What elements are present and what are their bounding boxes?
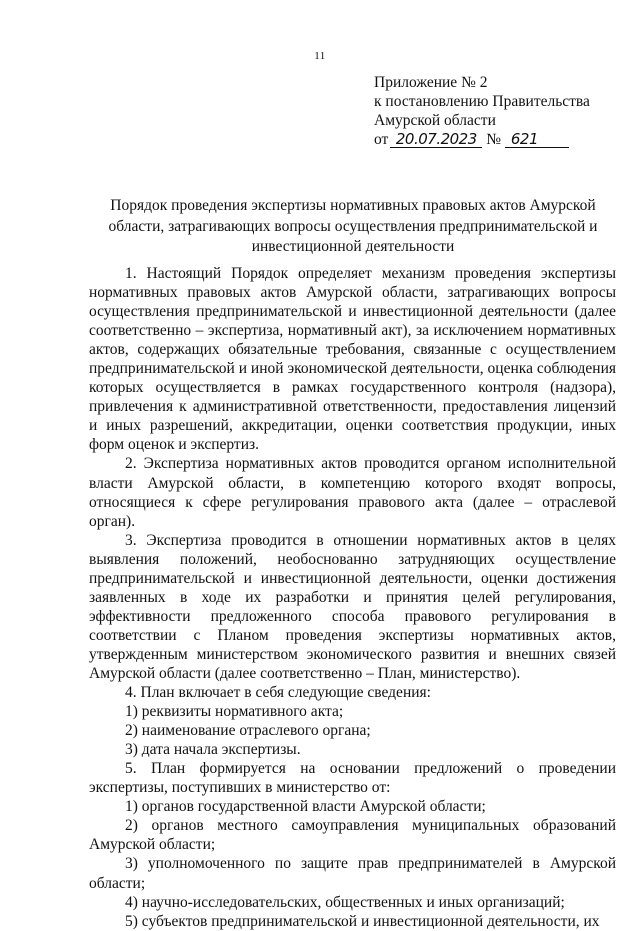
paragraph-2: 2. Экспертиза нормативных актов проводится органом исполнительной власти Амурской области, в компетенцию которого входят вопросы, относящиеся к сфере регулирования правового акта (далее – отраслевой орган).: [89, 455, 616, 530]
annex-line-1: Приложение № 2: [374, 74, 488, 91]
list-item-5-1: 1) органов государственной власти Амурской области;: [125, 798, 486, 816]
number-label: №: [486, 131, 501, 148]
paragraph-1: 1. Настоящий Порядок определяет механизм проведения экспертизы нормативных правовых актов Амурской области, затрагивающих вопросы осуществления предпринимательской и инвестиционной деятельности (далее соответственно – экспертиза, нормативный акт), за исключением нормативных актов, содержащих обязательные требования, связанные с осуществлением предпринимательской и иной экономической деятельности, оценка соблюдения которых осуществляется в рамках государственного контроля (надзора), привлечения к административной ответственности, предоставления лицензий и иных разрешений, аккредитации, оценки соответствия продукции, иных форм оценок и экспертиз.: [89, 265, 616, 454]
list-item-4-1: 1) реквизиты нормативного акта;: [125, 703, 344, 721]
annex-date-number-line: [374, 130, 614, 149]
annex-line-2: к постановлению Правительства: [374, 93, 590, 110]
list-item-5-3: 3) уполномоченного по защите прав предпринимателей в Амурской области;: [89, 855, 616, 892]
list-item-5-2: 2) органов местного самоуправления муниципальных образований Амурской области;: [89, 817, 616, 854]
paragraph-4: 4. План включает в себя следующие сведения:: [125, 684, 431, 702]
handwritten-date: 20.07.2023: [390, 132, 482, 148]
list-item-5-5: 5) субъектов предпринимательской и инвестиционной деятельности, их: [125, 912, 600, 930]
from-label: от: [374, 131, 389, 148]
list-item-4-2: 2) наименование отраслевого органа;: [125, 722, 371, 740]
list-item-4-3: 3) дата начала экспертизы.: [125, 741, 301, 759]
handwritten-number: 621: [505, 132, 569, 148]
document-body: [89, 264, 616, 931]
annex-header: [374, 73, 614, 149]
annex-line-3: Амурской области: [374, 112, 496, 129]
paragraph-5: 5. План формируется на основании предложений о проведении экспертизы, поступивших в министерство от:: [89, 760, 616, 797]
document-title: Порядок проведения экспертизы нормативных правовых актов Амурской области, затрагивающих вопросы осуществления предпринимательской и инвестиционной деятельности: [108, 197, 598, 255]
paragraph-3: 3. Экспертиза проводится в отношении нормативных актов в целях выявления положений, необоснованно затрудняющих осуществление предпринимательской и инвестиционной деятельности, оценки достижения заявленных в ходе их разработки и принятия целей регулирования, эффективности предложенного способа правового регулирования в соответствии с Планом проведения экспертизы нормативных актов, утвержденным министерством экономического развития и внешних связей Амурской области (далее соответственно – План, министерство).: [89, 531, 616, 682]
list-item-5-4: 4) научно-исследовательских, общественных и иных организаций;: [125, 893, 565, 911]
page-number: 11: [314, 50, 326, 62]
